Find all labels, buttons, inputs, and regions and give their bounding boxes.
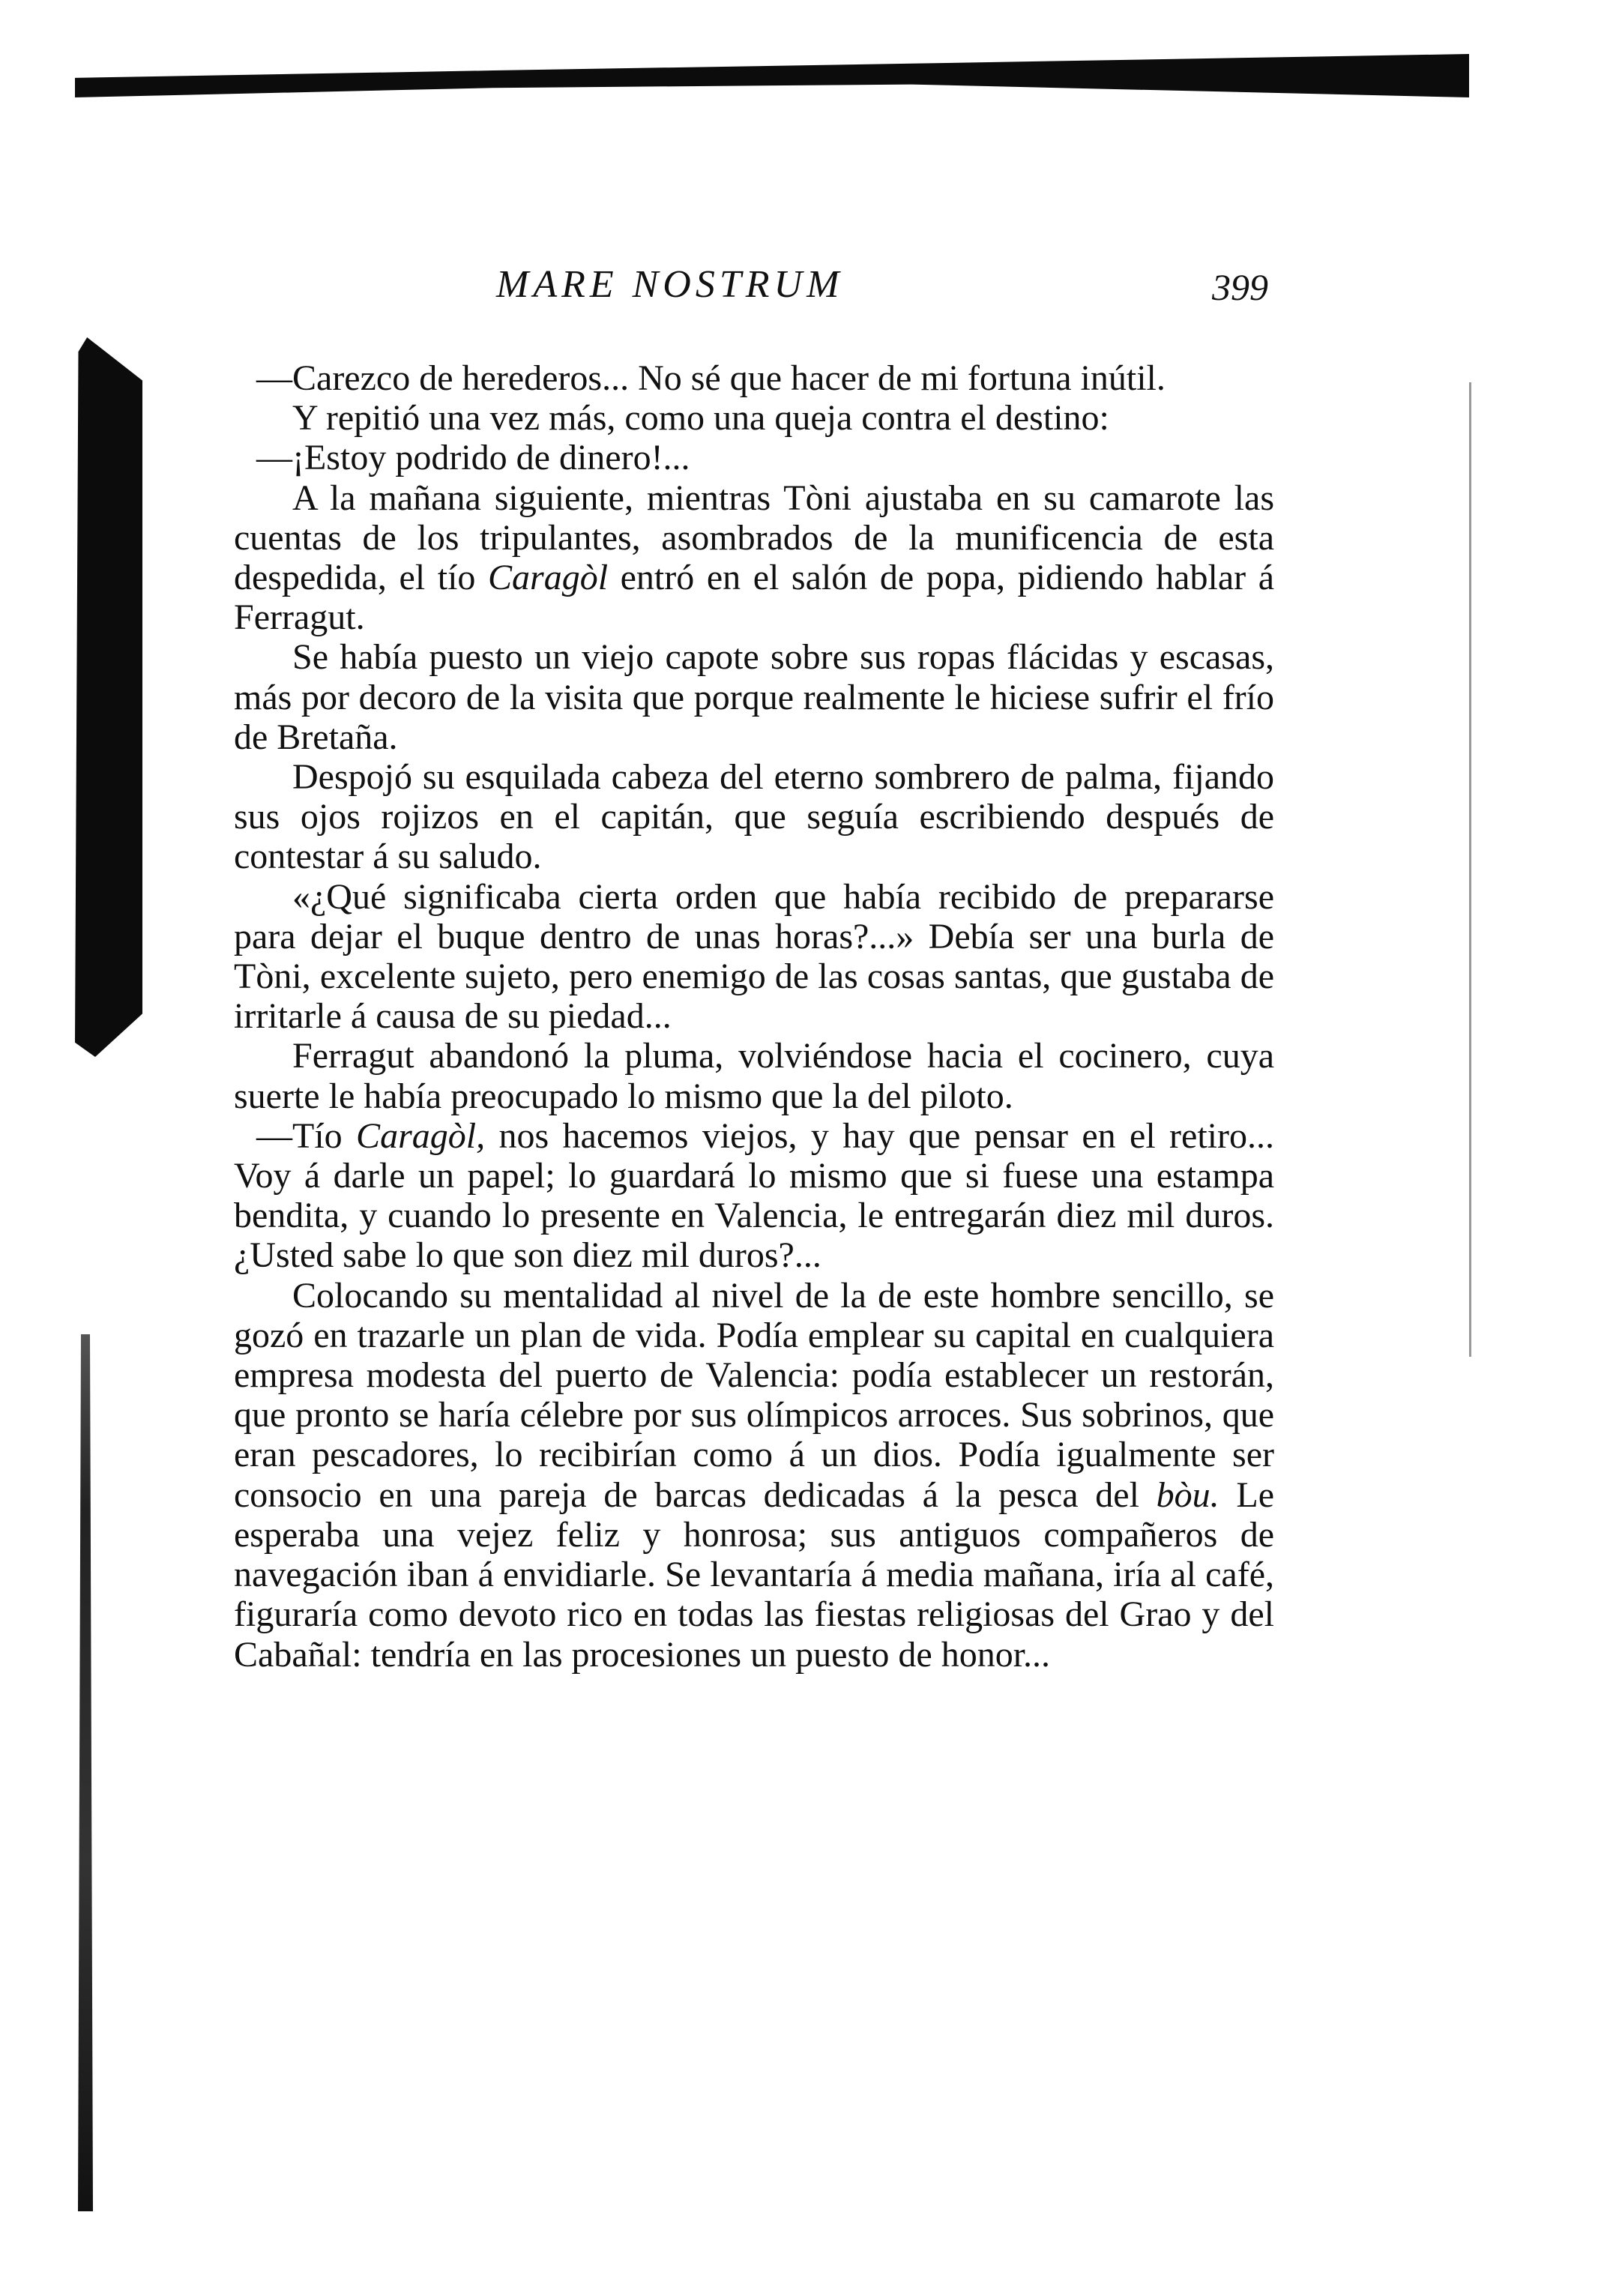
paragraph-text: Se había puesto un viejo capote sobre sus ropas flácidas y escasas, más por decoro de la visita que porque realmente le hiciese sufrir el frío de Bretaña.	[234, 637, 1274, 757]
paragraph	[234, 637, 1274, 757]
paragraph-text: entró en el salón de popa, pidiendo hablar á Ferragut.	[234, 558, 1274, 638]
paragraph-text: Colocando su mentalidad al nivel de la de este hombre sencillo, se gozó en trazarle un plan de vida. Podía emplear su capital en cualquiera empresa modesta del puerto de Valencia: podía establecer un restorán, que pronto se haría célebre por sus olímpicos arroces. Sus sobrinos, que eran pescadores, lo recibirían como á un dios. Podía igualmente ser consocio en una pareja de barcas dedicadas á la pesca del	[234, 1275, 1274, 1515]
scan-shadow-top	[75, 54, 1469, 97]
running-title: MARE NOSTRUM	[496, 263, 844, 306]
paragraph	[234, 1036, 1274, 1115]
italic-name: Caragòl	[488, 558, 609, 598]
paragraph-text: Le esperaba una vejez feliz y honrosa; sus antiguos compañeros de navegación iban á envidiarle. Se levantaría á media mañana, iría al café, figuraría como devoto rico en todas las fiestas religiosas del Grao y del Cabañal: tendría en las procesiones un puesto de honor...	[234, 1474, 1275, 1675]
paragraph	[234, 877, 1274, 1037]
paragraph	[234, 358, 1274, 398]
italic-name: Caragòl,	[356, 1115, 486, 1156]
paragraph-text: Ferragut abandonó la pluma, volviéndose hacia el cocinero, cuya suerte le había preocupado lo mismo que la del piloto.	[234, 1036, 1274, 1116]
scan-edge-line	[1469, 382, 1471, 1357]
paragraph-text: —¡Estoy podrido de dinero!...	[256, 438, 690, 478]
page-number: 399	[1212, 266, 1268, 308]
paragraph	[234, 438, 1274, 477]
paragraph-text: A la mañana siguiente, mientras Tòni ajustaba en su camarote las cuentas de los tripulantes, asombrados de la munificencia de esta despedida, el tío	[234, 477, 1274, 598]
paragraph	[234, 1116, 1274, 1276]
paragraph	[234, 757, 1274, 877]
page-header	[234, 262, 1268, 322]
paragraph-text: Despojó su esquilada cabeza del eterno sombrero de palma, fijando sus ojos rojizos en el capitán, que seguía escribiendo después de contestar á su saludo.	[234, 757, 1274, 877]
scan-shadow-left	[75, 337, 142, 1057]
paragraph-text: —Carezco de herederos... No sé que hacer de mi fortuna inútil.	[256, 358, 1166, 398]
paragraph-text: —Tío	[256, 1115, 357, 1156]
body-text	[234, 358, 1274, 1675]
paragraph-text: Y repitió una vez más, como una queja contra el destino:	[292, 398, 1109, 439]
paragraph	[234, 478, 1274, 638]
scan-gutter-shadow	[78, 1334, 93, 2211]
paragraph-text: nos hacemos viejos, y hay que pensar en el retiro... Voy á darle un papel; lo guardará lo mismo que si fuese una estampa bendita, y cuando lo presente en Valencia, le entregarán diez mil duros. ¿Usted sabe lo que son diez mil duros?...	[234, 1115, 1274, 1276]
paragraph	[234, 1276, 1274, 1675]
italic-term: bòu.	[1156, 1474, 1219, 1515]
paragraph	[234, 398, 1274, 438]
paragraph-text: «¿Qué significaba cierta orden que había recibido de prepararse para dejar el buque dentro de unas horas?...» Debía ser una burla de Tòni, excelente sujeto, pero enemigo de las cosas santas, que gustaba de irritarle á causa de su piedad...	[234, 876, 1274, 1037]
